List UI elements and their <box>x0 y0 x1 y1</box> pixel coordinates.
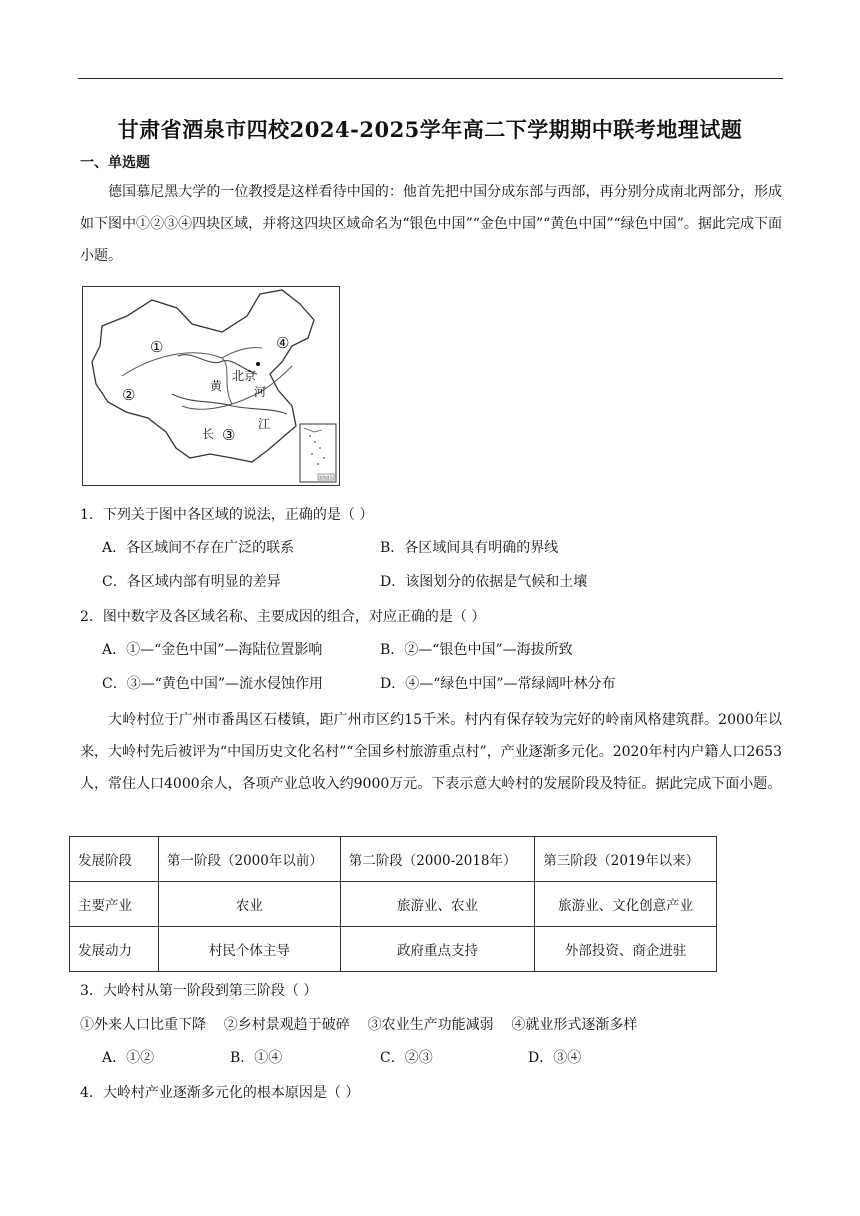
label-region-2: ② <box>122 386 136 404</box>
page-title: 甘肃省酒泉市四校2024-2025学年高二下学期期中联考地理试题 <box>117 117 743 142</box>
question-1-option-d[interactable]: D．该图划分的依据是气候和土壤 <box>380 574 588 590</box>
label-region-3: ③ <box>222 426 236 444</box>
table-header-cell: 第三阶段（2019年以来） <box>535 837 717 882</box>
question-3-stem: 3．大岭村从第一阶段到第三阶段（ ） <box>80 983 318 999</box>
label-he: 河 <box>254 385 267 399</box>
table-cell: 旅游业、文化创意产业 <box>535 882 717 927</box>
label-huang: 黄 <box>210 379 223 393</box>
table-cell: 外部投资、商企进驻 <box>535 927 717 972</box>
inset-label: 南海诸岛 <box>319 475 333 480</box>
intro-text-1: 德国慕尼黑大学的一位教授是这样看待中国的：他首先把中国分成东部与西部，再分别分成南北两部分，形成如下图中①②③④四块区域，并将这四块区域命名为“银色中国”“金色中国”“黄色中国”“绿色中国”。据此完成下面小题。 <box>80 184 782 264</box>
question-2-option-c[interactable]: C．③—“黄色中国”—流水侵蚀作用 <box>102 676 324 692</box>
label-jiang: 江 <box>258 417 271 431</box>
section-heading: 一、单选题 <box>80 155 150 171</box>
table-cell: 旅游业、农业 <box>340 882 535 927</box>
table-cell: 农业 <box>159 882 341 927</box>
table-row <box>70 927 717 972</box>
table-header-cell: 第一阶段（2000年以前） <box>159 837 341 882</box>
question-1-option-c[interactable]: C．各区域内部有明显的差异 <box>102 574 281 590</box>
label-region-1: ① <box>150 338 164 356</box>
table-header-row <box>70 837 717 882</box>
table-row <box>70 882 717 927</box>
table-header-cell: 第二阶段（2000-2018年） <box>340 837 535 882</box>
intro-text-2: 大岭村位于广州市番禺区石楼镇，距广州市区约15千米。村内有保存较为完好的岭南风格建筑群。2000年以来，大岭村先后被评为“中国历史文化名村”“全国乡村旅游重点村”，产业逐渐多元化。2020年村内户籍人口2653人，常住人口4000余人，各项产业总收入约9000万元。下表示意大岭村的发展阶段及特征。据此完成下面小题。 <box>80 712 782 792</box>
question-2-option-d[interactable]: D．④—“绿色中国”—常绿阔叶林分布 <box>380 676 616 692</box>
question-1-option-a[interactable]: A．各区域间不存在广泛的联系 <box>102 540 295 556</box>
question-4-stem: 4．大岭村产业逐渐多元化的根本原因是（ ） <box>80 1085 360 1101</box>
question-3-option-a[interactable]: A．①② <box>102 1050 155 1066</box>
question-2-option-b[interactable]: B．②—“银色中国”—海拔所致 <box>380 642 573 658</box>
question-2-stem: 2．图中数字及各区域名称、主要成因的组合，对应正确的是（ ） <box>80 609 486 625</box>
question-2-option-a[interactable]: A．①—“金色中国”—海陆位置影响 <box>102 642 323 658</box>
table-cell: 主要产业 <box>70 882 159 927</box>
intro-paragraph-1 <box>80 176 782 272</box>
beijing-dot <box>256 362 260 366</box>
table-cell: 发展动力 <box>70 927 159 972</box>
question-1-option-b[interactable]: B．各区域间具有明确的界线 <box>380 540 559 556</box>
south-sea-inset <box>300 424 336 482</box>
question-3-option-c[interactable]: C．②③ <box>380 1050 433 1066</box>
label-beijing: 北京 <box>232 369 257 383</box>
table-header-cell: 发展阶段 <box>70 837 159 882</box>
label-chang: 长 <box>202 427 215 441</box>
question-3-statements: ①外来人口比重下降 ②乡村景观趋于破碎 ③农业生产功能减弱 ④就业形式逐渐多样 <box>80 1017 638 1033</box>
question-1-stem: 1．下列关于图中各区域的说法，正确的是（ ） <box>80 507 374 523</box>
question-3-option-d[interactable]: D．③④ <box>528 1050 582 1066</box>
china-region-map <box>82 286 340 486</box>
development-table <box>69 836 717 972</box>
question-3-option-b[interactable]: B．①④ <box>230 1050 283 1066</box>
header-rule <box>78 78 783 79</box>
label-region-4: ④ <box>276 334 290 352</box>
intro-paragraph-2 <box>80 704 782 800</box>
table-cell: 村民个体主导 <box>159 927 341 972</box>
table-cell: 政府重点支持 <box>340 927 535 972</box>
